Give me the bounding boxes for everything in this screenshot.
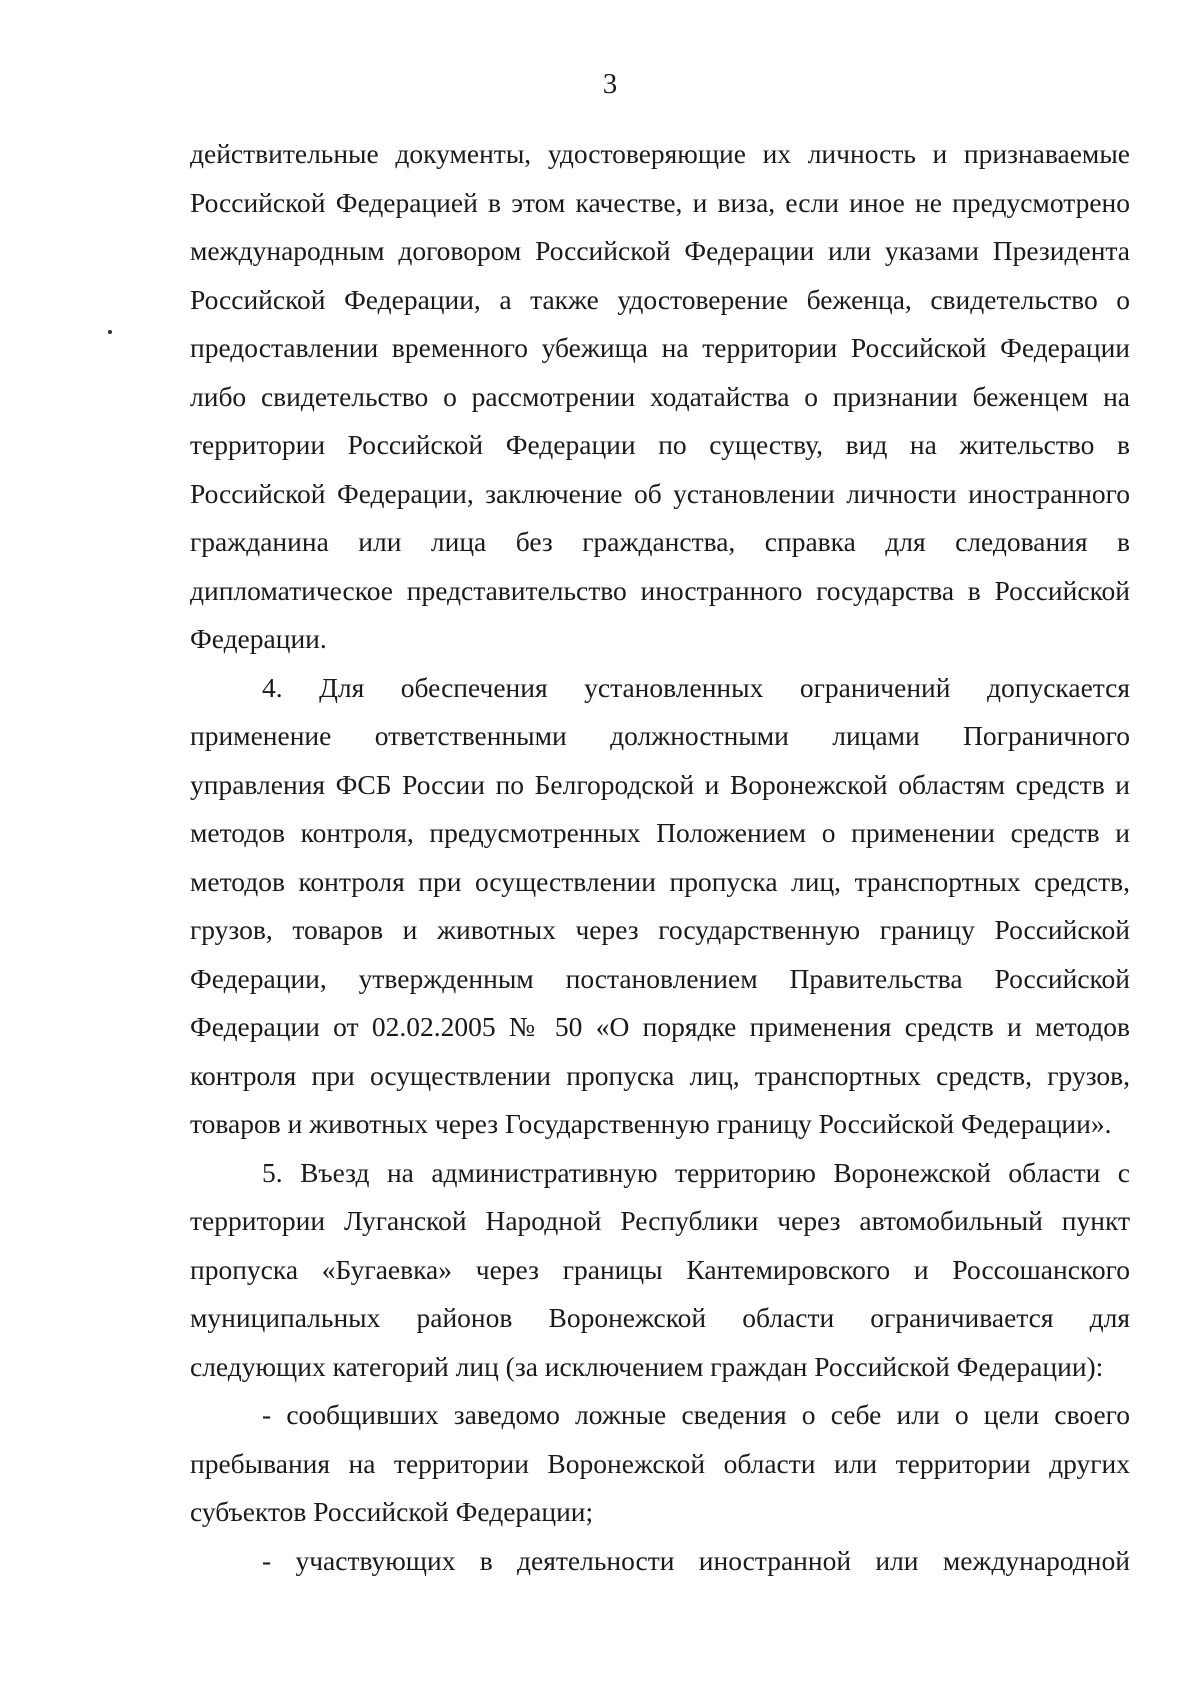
text-line: управления ФСБ России по Белгородской и Воронежской областям средств и [190,768,1130,800]
text-line: международным договором Российской Федерации или указами Президента [190,235,1130,266]
text-line: пребывания на территории Воронежской области или территории других [190,1447,1130,1479]
text-line: гражданина или лица без гражданства, справка для следования в [190,526,1130,557]
text-line: Федерации от 02.02.2005 № 50 «О порядке применения средств и методов [190,1011,1130,1042]
text-line: следующих категорий лиц (за исключением граждан Российской Федерации): [190,1350,1104,1382]
text-line: Российской Федерацией в этом качестве, и виза, если иное не предусмотрено [190,186,1130,218]
text-line: - участвующих в деятельности иностранной или международной [262,1544,1130,1576]
text-line: грузов, товаров и животных через государственную границу Российской [190,914,1130,945]
document-body [190,130,1130,1585]
page-number: 3 [602,68,618,100]
text-line: дипломатическое представительство иностранного государства в Российской [190,574,1130,606]
text-line: контроля при осуществлении пропуска лиц, транспортных средств, грузов, [190,1059,1130,1091]
text-line: - сообщивших заведомо ложные сведения о себе или о цели своего [262,1399,1130,1430]
text-line: Федерации. [190,623,327,654]
text-line: 4. Для обеспечения установленных ограничений допускается [262,671,1130,703]
text-line: применение ответственными должностными лицами Пограничного [190,720,1130,751]
text-line: муниципальных районов Воронежской области ограничивается для [190,1302,1130,1333]
text-line: действительные документы, удостоверяющие их личность и признаваемые [190,138,1130,169]
text-line: субъектов Российской Федерации; [190,1496,594,1527]
text-line: пропуска «Бугаевка» через границы Кантемировского и Россошанского [190,1253,1130,1285]
text-line: 5. Въезд на административную территорию Воронежской области с [262,1156,1130,1188]
text-line: Федерации, утвержденным постановлением Правительства Российской [190,962,1130,994]
text-line: товаров и животных через Государственную границу Российской Федерации». [190,1108,1112,1139]
text-line: предоставлении временного убежища на территории Российской Федерации [190,332,1130,363]
scan-artifact-dot [108,330,112,334]
text-line: методов контроля при осуществлении пропуска лиц, транспортных средств, [190,865,1130,897]
text-line: методов контроля, предусмотренных Положением о применении средств и [190,817,1130,848]
text-line: Российской Федерации, заключение об установлении личности иностранного [190,477,1130,509]
text-line: территории Российской Федерации по существу, вид на жительство в [190,429,1130,460]
text-line: Российской Федерации, а также удостоверение беженца, свидетельство о [190,283,1130,315]
text-line: территории Луганской Народной Республики через автомобильный пункт [190,1205,1130,1236]
text-line: либо свидетельство о рассмотрении ходатайства о признании беженцем на [190,380,1130,412]
